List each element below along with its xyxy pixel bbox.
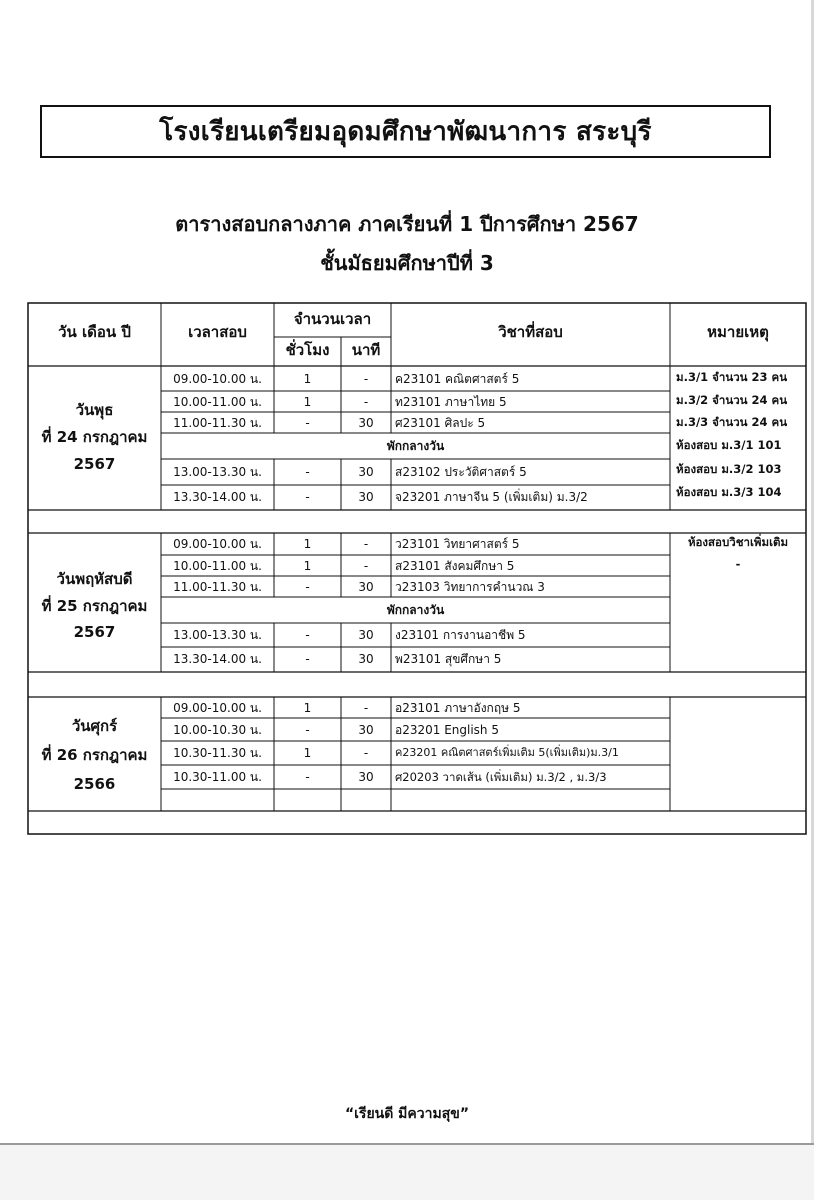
table-row-hours: 1 — [303, 559, 312, 573]
table-row-subject: อ23101 ภาษาอังกฤษ 5 — [395, 701, 521, 715]
day2-name: วันพฤหัสบดี — [56, 570, 133, 588]
exam-title: ตารางสอบกลางภาค ภาคเรียนที่ 1 ปีการศึกษา 2567 — [175, 212, 639, 236]
table-row-hours: - — [305, 723, 310, 737]
class-level: ชั้นมัธยมศึกษาปีที่ 3 — [320, 251, 494, 275]
remark-line: ห้องสอบวิชาเพิ่มเติม — [687, 535, 789, 549]
table-row-minutes: 30 — [358, 465, 374, 479]
table-row-time: 09.00-10.00 น. — [173, 372, 262, 386]
table-row-time: 11.00-11.30 น. — [173, 580, 262, 594]
table-row-subject: ส23101 สังคมศึกษา 5 — [395, 559, 515, 573]
table-row-subject: พ23101 สุขศึกษา 5 — [395, 652, 502, 666]
table-row-minutes: - — [363, 372, 369, 386]
day3-name: วันศุกร์ — [71, 717, 118, 735]
table-row-minutes: 30 — [358, 628, 374, 642]
table-row-subject: ค23101 คณิตศาสตร์ 5 — [395, 372, 520, 386]
table-row-time: 13.30-14.00 น. — [173, 490, 262, 504]
table-row-minutes: 30 — [358, 723, 374, 737]
table-row-subject: ว23103 วิทยาการคำนวณ 3 — [395, 580, 545, 594]
table-row-hours: 1 — [303, 701, 312, 715]
table-row-subject: อ23201 English 5 — [395, 723, 499, 737]
table-row-hours: - — [305, 770, 310, 784]
header-time: เวลาสอบ — [188, 323, 247, 341]
remark-line: ห้องสอบ ม.3/2 103 — [676, 462, 782, 476]
table-row-hours: 1 — [303, 746, 312, 760]
table-row-time: 10.00-10.30 น. — [173, 723, 262, 737]
table-row-minutes: - — [363, 395, 369, 409]
table-row-minutes: - — [363, 559, 369, 573]
table-row-time: 09.00-10.00 น. — [173, 537, 262, 551]
day1-date: ที่ 24 กรกฎาคม — [41, 428, 148, 446]
table-row-time: 13.00-13.30 น. — [173, 628, 262, 642]
table-row-minutes: 30 — [358, 490, 374, 504]
table-row-subject: ว23101 วิทยาศาสตร์ 5 — [395, 537, 520, 551]
school-name-box — [40, 105, 771, 158]
table-row-subject: ศ23101 ศิลปะ 5 — [395, 416, 486, 430]
table-row-subject: ส23102 ประวัติศาสตร์ 5 — [395, 465, 527, 479]
page-bottom-band — [0, 1145, 814, 1200]
header-duration: จำนวนเวลา — [293, 310, 372, 328]
table-row-hours: - — [305, 416, 310, 430]
table-row-time: 13.00-13.30 น. — [173, 465, 262, 479]
lunch-break-label: พักกลางวัน — [386, 603, 445, 617]
table-row-hours: - — [305, 652, 310, 666]
table-row-hours: - — [305, 490, 310, 504]
remark-line: - — [735, 557, 741, 571]
header-subject: วิชาที่สอบ — [498, 323, 563, 341]
day1-year: 2567 — [73, 455, 116, 473]
table-row-time: 10.00-11.00 น. — [173, 395, 262, 409]
header-minutes: นาที — [351, 341, 381, 359]
table-row-time: 10.00-11.00 น. — [173, 559, 262, 573]
table-row-hours: - — [305, 628, 310, 642]
day2-date: ที่ 25 กรกฎาคม — [41, 597, 148, 615]
table-row-subject: ศ20203 วาดเส้น (เพิ่มเติม) ม.3/2 , ม.3/3 — [395, 770, 607, 784]
remark-line: ห้องสอบ ม.3/1 101 — [676, 438, 782, 452]
table-row-minutes: 30 — [358, 770, 374, 784]
table-row-subject: ท23101 ภาษาไทย 5 — [395, 395, 507, 409]
table-row-subject: จ23201 ภาษาจีน 5 (เพิ่มเติม) ม.3/2 — [395, 490, 588, 504]
table-row-time: 13.30-14.00 น. — [173, 652, 262, 666]
table-row-hours: - — [305, 465, 310, 479]
header-remark: หมายเหตุ — [707, 323, 769, 341]
table-row-time: 10.30-11.30 น. — [173, 746, 262, 760]
remark-line: ม.3/2 จำนวน 24 คน — [676, 393, 788, 407]
table-row-hours: 1 — [303, 372, 312, 386]
table-row-minutes: 30 — [358, 652, 374, 666]
day3-year: 2566 — [73, 775, 116, 793]
table-row-hours: - — [305, 580, 310, 594]
table-row-minutes: 30 — [358, 580, 374, 594]
remark-line: ม.3/3 จำนวน 24 คน — [676, 415, 788, 429]
table-row-time: 09.00-10.00 น. — [173, 701, 262, 715]
table-row-minutes: 30 — [358, 416, 374, 430]
table-row-hours: 1 — [303, 537, 312, 551]
table-row-minutes: - — [363, 746, 369, 760]
header-date: วัน เดือน ปี — [58, 323, 131, 341]
table-row-hours: 1 — [303, 395, 312, 409]
day1-name: วันพุธ — [75, 401, 114, 419]
table-row-subject: ค23201 คณิตศาสตร์เพิ่มเติม 5(เพิ่มเติม)ม.3/1 — [395, 746, 619, 759]
table-row-time: 10.30-11.00 น. — [173, 770, 262, 784]
remark-line: ม.3/1 จำนวน 23 คน — [676, 370, 788, 384]
table-row-minutes: - — [363, 701, 369, 715]
remark-line: ห้องสอบ ม.3/3 104 — [676, 485, 782, 499]
school-name: โรงเรียนเตรียมอุดมศึกษาพัฒนาการ สระบุรี — [159, 117, 652, 147]
day3-date: ที่ 26 กรกฎาคม — [41, 746, 148, 764]
table-row-subject: ง23101 การงานอาชีพ 5 — [395, 628, 526, 642]
table-row-minutes: - — [363, 537, 369, 551]
school-motto: “เรียนดี มีความสุข” — [344, 1106, 470, 1122]
header-hours: ชั่วโมง — [285, 341, 330, 359]
table-row-time: 11.00-11.30 น. — [173, 416, 262, 430]
day2-year: 2567 — [73, 623, 116, 641]
lunch-break-label: พักกลางวัน — [386, 439, 445, 453]
